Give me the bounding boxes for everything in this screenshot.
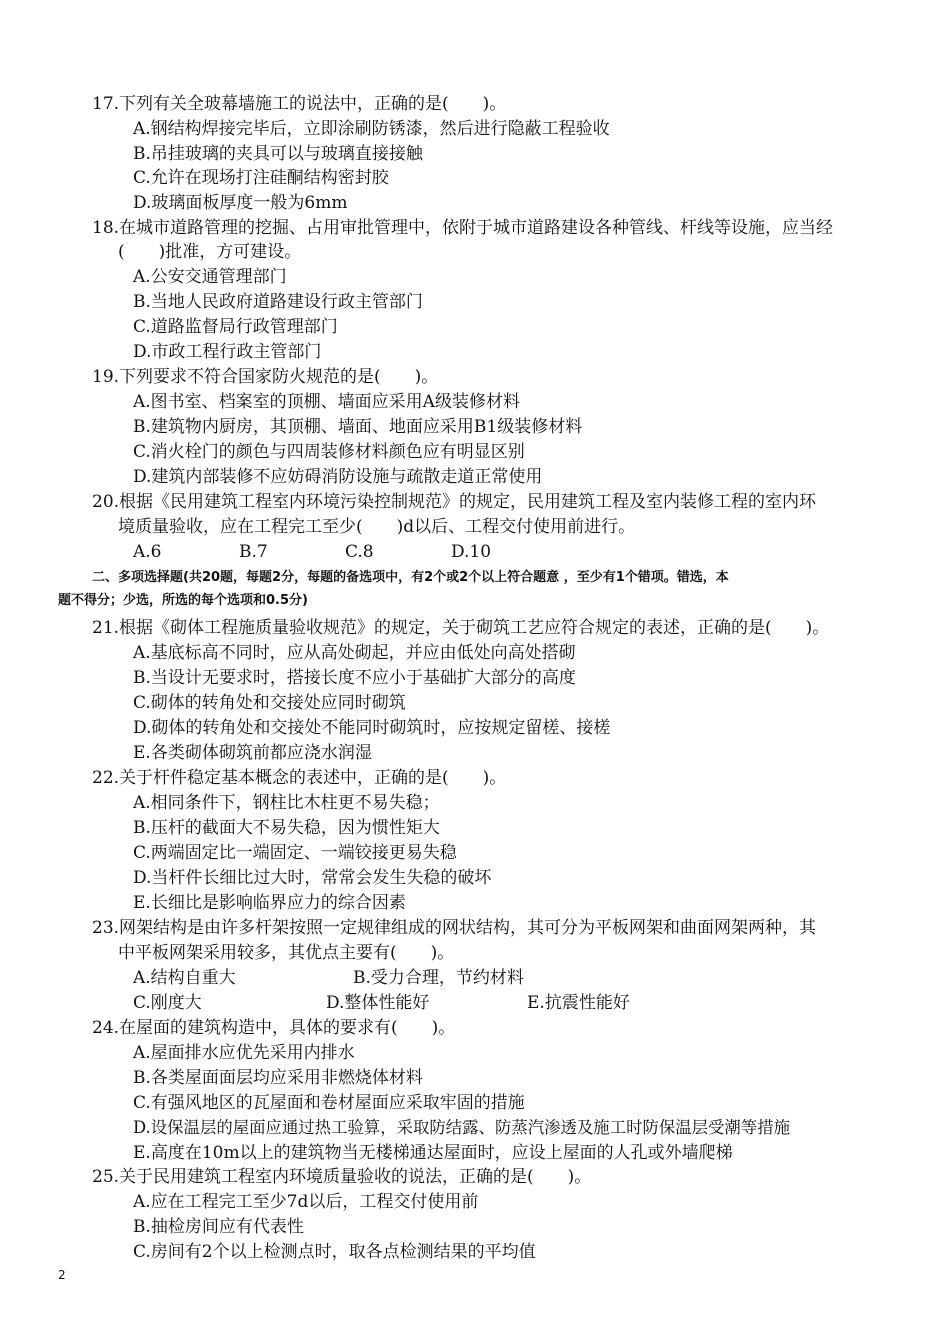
question-19-option-a: A.图书室、档案室的顶棚、墙面应采用A级装修材料 (133, 392, 520, 412)
question-23-option-b: B.受力合理，节约材料 (353, 968, 524, 988)
question-17-stem: 17.下列有关全玻幕墙施工的说法中，正确的是( )。 (92, 94, 507, 114)
question-20-option-c: C.8 (345, 542, 374, 562)
question-17-option-c: C.允许在现场打注硅酮结构密封胶 (133, 168, 389, 188)
question-21-option-a: A.基底标高不同时，应从高处砌起，并应由低处向高处搭砌 (133, 643, 576, 663)
question-18-stem-line2: ( )批准，方可建设。 (118, 242, 302, 262)
question-23-option-d: D.整体性能好 (326, 993, 430, 1013)
question-21-option-d: D.砌体的转角处和交接处不能同时砌筑时，应按规定留槎、接槎 (133, 718, 611, 738)
question-23-options-row2 (133, 991, 733, 1015)
question-23-option-a: A.结构自重大 (133, 968, 236, 988)
question-20-option-a: A.6 (133, 542, 162, 562)
question-23-stem-line1: 23.网架结构是由许多杆架按照一定规律组成的网状结构，其可分为平板网架和曲面网架两种，其 (92, 918, 817, 938)
question-25-option-b: B.抽检房间应有代表性 (133, 1217, 304, 1237)
question-20-stem-line2: 境质量验收，应在工程完工至少( )d以后、工程交付使用前进行。 (118, 517, 636, 537)
question-25-option-a: A.应在工程完工至少7d以后，工程交付使用前 (133, 1192, 479, 1212)
question-21-option-e: E.各类砌体砌筑前都应浇水润湿 (133, 743, 372, 763)
question-24-option-b: B.各类屋面面层均应采用非燃烧体材料 (133, 1068, 423, 1088)
page-number: 2 (58, 1268, 66, 1282)
question-22-option-e: E.长细比是影响临界应力的综合因素 (133, 893, 406, 913)
question-21-stem: 21.根据《砌体工程施质量验收规范》的规定，关于砌筑工艺应符合规定的表述，正确的是( )。 (92, 618, 830, 638)
question-22-stem: 22.关于杆件稳定基本概念的表述中，正确的是( )。 (92, 768, 507, 788)
question-19-option-c: C.消火栓门的颜色与四周装修材料颜色应有明显区别 (133, 442, 525, 462)
question-24-option-e: E.高度在10m以上的建筑物当无楼梯通达屋面时，应设上屋面的人孔或外墙爬梯 (133, 1143, 733, 1163)
question-22-option-a: A.相同条件下，钢柱比木柱更不易失稳； (133, 793, 440, 813)
section-heading-line1: 二、多项选择题(共20题，每题2分，每题的备选项中，有2个或2个以上符合题意 ，至少有1个错项。错选，本 (92, 570, 729, 585)
section-heading-line2: 题不得分；少选，所选的每个选项和0.5分) (58, 593, 308, 608)
question-20-option-b: B.7 (239, 542, 268, 562)
question-22-option-c: C.两端固定比一端固定、一端铰接更易失稳 (133, 843, 457, 863)
question-23-option-c: C.刚度大 (133, 993, 202, 1013)
question-18-option-c: C.道路监督局行政管理部门 (133, 317, 338, 337)
question-18-option-a: A.公安交通管理部门 (133, 267, 287, 287)
question-18-stem-line1: 18.在城市道路管理的挖掘、占用审批管理中，依附于城市道路建设各种管线、杆线等设施，应当经 (92, 218, 834, 238)
question-23-stem-line2: 中平板网架采用较多，其优点主要有( )。 (118, 943, 455, 963)
question-23-option-e: E.抗震性能好 (527, 993, 630, 1013)
question-19-option-d: D.建筑内部装修不应妨碍消防设施与疏散走道正常使用 (133, 467, 543, 487)
question-21-option-b: B.当设计无要求时，搭接长度不应小于基础扩大部分的高度 (133, 668, 576, 688)
question-24-option-c: C.有强风地区的瓦屋面和卷材屋面应采取牢固的措施 (133, 1093, 525, 1113)
question-22-option-b: B.压杆的截面大不易失稳，因为惯性矩大 (133, 818, 440, 838)
question-24-stem: 24.在屋面的建筑构造中，具体的要求有( )。 (92, 1018, 456, 1038)
question-17-option-a: A.钢结构焊接完毕后，立即涂刷防锈漆，然后进行隐蔽工程验收 (133, 119, 610, 139)
question-19-stem: 19.下列要求不符合国家防火规范的是( )。 (92, 367, 439, 387)
question-24-option-a: A.屋面排水应优先采用内排水 (133, 1043, 355, 1063)
question-21-option-c: C.砌体的转角处和交接处应同时砌筑 (133, 693, 406, 713)
question-23-options-row1 (133, 966, 633, 990)
question-25-stem: 25.关于民用建筑工程室内环境质量验收的说法，正确的是( )。 (92, 1167, 592, 1187)
question-20-options (133, 540, 633, 564)
question-22-option-d: D.当杆件长细比过大时，常常会发生失稳的破坏 (133, 868, 492, 888)
question-17-option-d: D.玻璃面板厚度一般为6mm (133, 193, 348, 213)
question-20-option-d: D.10 (451, 542, 492, 562)
question-18-option-b: B.当地人民政府道路建设行政主管部门 (133, 292, 423, 312)
question-18-option-d: D.市政工程行政主管部门 (133, 342, 322, 362)
question-19-option-b: B.建筑物内厨房，其顶棚、墙面、地面应采用B1级装修材料 (133, 417, 583, 437)
question-24-option-d: D.设保温层的屋面应通过热工验算，采取防结露、防蒸汽渗透及施工时防保温层受潮等措施 (133, 1118, 790, 1137)
question-25-option-c: C.房间有2个以上检测点时，取各点检测结果的平均值 (133, 1242, 536, 1262)
question-17-option-b: B.吊挂玻璃的夹具可以与玻璃直接接触 (133, 144, 423, 164)
question-20-stem-line1: 20.根据《民用建筑工程室内环境污染控制规范》的规定，民用建筑工程及室内装修工程的室内环 (92, 492, 817, 512)
